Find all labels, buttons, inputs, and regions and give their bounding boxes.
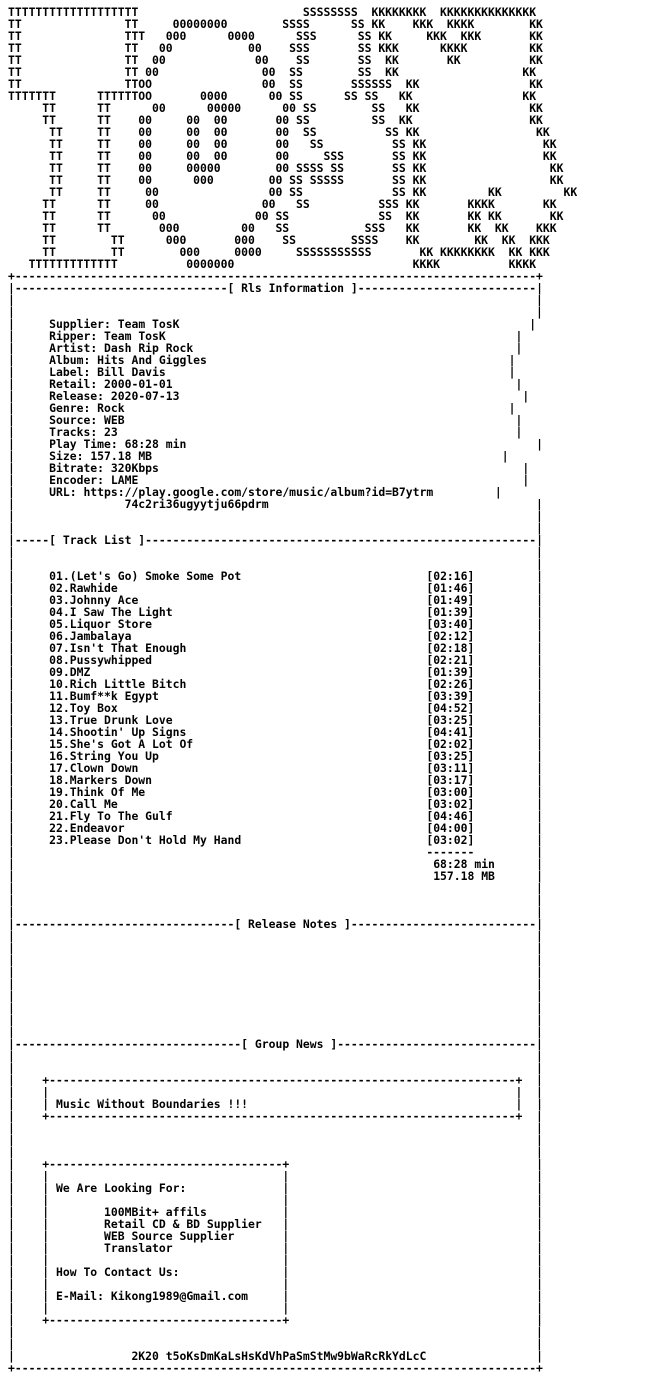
track-duration: [03:02] bbox=[426, 833, 475, 847]
track-title: 18.Markers Down bbox=[49, 773, 153, 787]
info-value: Bill Davis bbox=[97, 365, 166, 379]
info-label: Genre bbox=[49, 401, 84, 415]
looking-for-item: Retail CD & BD Supplier bbox=[104, 1217, 262, 1231]
info-value: 68:28 min bbox=[124, 437, 187, 451]
track-duration: [03:39] bbox=[426, 689, 475, 703]
logo-ascii-line: TT TT 00 00 SSS SS KKK KKKK KK bbox=[8, 41, 543, 55]
total-play-time: 68:28 min bbox=[433, 857, 495, 871]
track-title: 12.Toy Box bbox=[49, 701, 118, 715]
track-title: 11.Bumf**k Egypt bbox=[49, 689, 159, 703]
info-label: Retail bbox=[49, 377, 91, 391]
track-duration: [01:39] bbox=[426, 605, 475, 619]
logo-ascii-line: TTTTTTTTTTTTT 0000000 KKKK KKKK bbox=[8, 257, 537, 271]
info-value: Dash Rip Rock bbox=[104, 341, 194, 355]
logo-ascii-line: TT TT 00 00 SS SSS KK KKKK KK bbox=[8, 197, 557, 211]
section-header-rls-information: [ Rls Information ] bbox=[227, 281, 358, 295]
info-value: 23 bbox=[104, 425, 118, 439]
logo-ascii-line: TT TTOO 00 SS SSSSSS KK KK bbox=[8, 77, 543, 91]
logo-ascii-line: TT TT 000 000 SS SSSS KK KK KK KKK bbox=[8, 233, 550, 247]
total-size: 157.18 MB bbox=[433, 869, 495, 883]
track-duration: [02:02] bbox=[426, 737, 475, 751]
info-value: Rock bbox=[97, 401, 125, 415]
info-label: Bitrate bbox=[49, 461, 98, 475]
track-duration: [03:40] bbox=[426, 617, 475, 631]
track-title: 05.Liquor Store bbox=[49, 617, 153, 631]
track-duration: [03:25] bbox=[426, 713, 475, 727]
track-title: 23.Please Don't Hold My Hand bbox=[49, 833, 242, 847]
track-duration: [03:11] bbox=[426, 761, 475, 775]
track-title: 10.Rich Little Bitch bbox=[49, 677, 187, 691]
info-label: Release bbox=[49, 389, 98, 403]
track-duration: [04:00] bbox=[426, 821, 475, 835]
info-label: Source bbox=[49, 413, 91, 427]
track-title: 01.(Let's Go) Smoke Some Pot bbox=[49, 569, 242, 583]
looking-for-item: 100MBit+ affils bbox=[104, 1205, 207, 1219]
info-value: Hits And Giggles bbox=[97, 353, 207, 367]
track-title: 07.Isn't That Enough bbox=[49, 641, 187, 655]
info-value: 320Kbps bbox=[110, 461, 159, 475]
info-value: WEB bbox=[104, 413, 125, 427]
track-duration: [01:46] bbox=[426, 581, 475, 595]
track-title: 16.String You Up bbox=[49, 749, 159, 763]
track-title: 03.Johnny Ace bbox=[49, 593, 139, 607]
logo-ascii-line: TT TT 00 000 00 SS SSSSS SS KK KK bbox=[8, 173, 564, 187]
logo-ascii-line: TT TT 00 00 SS SS KK KK KK KK bbox=[8, 209, 564, 223]
track-title: 19.Think Of Me bbox=[49, 785, 146, 799]
logo-ascii-line: TT TT 00 00 00 00 SS SS KK KK bbox=[8, 125, 550, 139]
info-label: Encoder bbox=[49, 473, 98, 487]
info-value: LAME bbox=[110, 473, 139, 487]
track-title: 02.Rawhide bbox=[49, 581, 118, 595]
track-duration: [01:49] bbox=[426, 593, 475, 607]
info-label: URL bbox=[49, 485, 70, 499]
track-duration: [01:39] bbox=[426, 665, 475, 679]
track-title: 08.Pussywhipped bbox=[49, 653, 153, 667]
logo-ascii-line: TTTTTTT TTTTTTOO 0000 00 SS SS SS KK KK bbox=[8, 89, 537, 103]
section-header-track-list: [ Track List ] bbox=[49, 533, 146, 547]
info-label: Tracks bbox=[49, 425, 91, 439]
track-duration: [02:16] bbox=[426, 569, 475, 583]
footer-tag: 2K20 t5oKsDmKaLsHsKdVhPaSmStMw9bWaRcRkYdLcC bbox=[131, 1349, 427, 1363]
info-value: Team TosK bbox=[117, 317, 180, 331]
track-duration: [04:52] bbox=[426, 701, 475, 715]
track-title: 06.Jambalaya bbox=[49, 629, 132, 643]
track-duration: [03:00] bbox=[426, 785, 475, 799]
contact-email: E-Mail: Kikong1989@Gmail.com bbox=[56, 1289, 249, 1303]
looking-for-item: Translator bbox=[104, 1241, 173, 1255]
logo-ascii-line: TT TTT 000 0000 SSS SS KK KKK KKK KK bbox=[8, 29, 543, 43]
info-label: Album bbox=[49, 353, 84, 367]
nfo-document: TTTTTTTTTTTTTTTTTTT SSSSSSSS KKKKKKKK KKKKKKKKKKKKKK TT TT 00000000 SSSS SS KK KKK KKKK KK TT TTT 000 0000 SSS SS KK KKK KKK KK TT TT 00 00 SSS SS KKK KKKK KK TT TT 00 00 SS SS KK KK KK TT TT 00 00 SS SS KK KK TT TTOO 00 SS SSSSSS KK KK TTTTTTT TTTTTTOO 0000 00 SS SS SS KK KK TT TT 00 00000 00 SS SS KK KK TT TT 00 00 00 00 SS SS KK KK TT TT 00 00 00 00 SS SS KK KK TT TT 00 00 00 00 SS SS KK KK TT TT 00 00 00 00 SSS SS KK KK TT TT 00 00000 00 SSSS SS SS KK KK TT TT 00 000 00 SS SSSSS SS KK KK TT TT 00 00 SS SS KK KK KK TT TT 00 00 SS SSS KK KKKK KK TT TT 00 00 SS SS KK KK KK KK TT TT 000 00 SS SSS KK KK KK KKK TT TT 000 000 SS SSSS KK KK KK KKK TT TT 000 0000 SSSSSSSSSSS KK KKKKKKKK KK KKK TTTTTTTTTTTTT 0000000 KKKK KKKK +----------------------------------------------------------------------------+ |-------------------------------[ Rls Information ]--------------------------| | | | | | Supplier: Team TosK | | Ripper: Team TosK | | Artist: Dash Rip Rock | | Album: Hits And Giggles | | Label: Bill Davis | | Retail: 2000-01-01 | | Release: 2020-07-13 | | Genre: Rock | | Source: WEB | | Tracks: 23 | | Play Time: 68:28 min | | Size: 157.18 MB | | Bitrate: 320Kbps | | Encoder: LAME | | URL: https://play.google.com/store/music/album?id=B7ytrm | | 74c2ri36ugyytju66pdrm | | | | | |-----[ Track List ]---------------------------------------------------------| | | | | | 01.(Let's Go) Smoke Some Pot [02:16] | | 02.Rawhide [01:46] | | 03.Johnny Ace [01:49] | | 04.I Saw The Light [01:39] | | 05.Liquor Store [03:40] | | 06.Jambalaya [02:12] | | 07.Isn't That Enough [02:18] | | 08.Pussywhipped [02:21] | | 09.DMZ [01:39] | | 10.Rich Little Bitch [02:26] | | 11.Bumf**k Egypt [03:39] | | 12.Toy Box [04:52] | | 13.True Drunk Love [03:25] | | 14.Shootin' Up Signs [04:41] | | 15.She's Got A Lot Of [02:02] | | 16.String You Up [03:25] | | 17.Clown Down [03:11] | | 18.Markers Down [03:17] | | 19.Think Of Me [03:00] | | 20.Call Me [03:02] | | 21.Fly To The Gulf [04:46] | | 22.Endeavor [04:00] | | 23.Please Don't Hold My Hand [03:02] | | ------- | | 68:28 min | | 157.18 MB | | | | | | | |--------------------------------[ Release Notes ]---------------------------| | | | | | | | | | | | | | | | | | | |---------------------------------[ Group News ]-----------------------------| | | | | | +--------------------------------------------------------------------+ | | | | | | | Music Without Boundaries !!! | | | +--------------------------------------------------------------------+ | | | | | | | | +----------------------------------+ | | | | | | | We Are Looking For: | | | | | | | | 100MBit+ affils | | | | Retail CD & BD Supplier | | | | WEB Source Supplier | | | | Translator | | | | | | | | How To Contact Us: | | | | | | | | E-Mail: Kikong1989@Gmail.com | | | | | | | +----------------------------------+ | | | | | | 2K20 t5oKsDmKaLsHsKdVhPaSmStMw9bWaRcRkYdLcC | +----------------------------------------------------------------------------+ bbox=[8, 5, 578, 1375]
logo-ascii-line: TT TT 000 0000 SSSSSSSSSSS KK KKKKKKKK KK KKK bbox=[8, 245, 550, 259]
track-title: 15.She's Got A Lot Of bbox=[49, 737, 194, 751]
logo-ascii-line: TT TT 00000000 SSSS SS KK KKK KKKK KK bbox=[8, 17, 543, 31]
logo-ascii-line: TT TT 00 00 SS SS KK KK bbox=[8, 65, 537, 79]
contact-title: How To Contact Us: bbox=[56, 1265, 180, 1279]
track-title: 17.Clown Down bbox=[49, 761, 139, 775]
info-value: 2000-01-01 bbox=[104, 377, 173, 391]
track-duration: [02:12] bbox=[426, 629, 475, 643]
info-label: Size bbox=[49, 449, 77, 463]
track-duration: [02:26] bbox=[426, 677, 475, 691]
track-duration: [03:02] bbox=[426, 797, 475, 811]
track-title: 13.True Drunk Love bbox=[49, 713, 173, 727]
info-url-continuation: 74c2ri36ugyytju66pdrm bbox=[124, 497, 269, 511]
info-value: 2020-07-13 bbox=[110, 389, 180, 403]
info-value: Team TosK bbox=[104, 329, 166, 343]
logo-ascii-line: TT TT 00 00 00 00 SS SS KK KK bbox=[8, 113, 543, 127]
info-value: https://play.google.com/store/music/album?id=B7ytrm bbox=[83, 485, 434, 499]
logo-ascii-line: TT TT 00 00000 00 SS SS KK KK bbox=[8, 101, 543, 115]
looking-for-item: WEB Source Supplier bbox=[104, 1229, 235, 1243]
logo-ascii-line: TTTTTTTTTTTTTTTTTTT SSSSSSSS KKKKKKKK KKKKKKKKKKKKKK bbox=[8, 5, 537, 19]
info-label: Ripper bbox=[49, 329, 91, 343]
track-title: 20.Call Me bbox=[49, 797, 118, 811]
logo-ascii-line: TT TT 000 00 SS SSS KK KK KK KKK bbox=[8, 221, 557, 235]
news-slogan: Music Without Boundaries !!! bbox=[56, 1097, 249, 1111]
logo-ascii-line: TT TT 00 00 SS SS KK KK KK bbox=[8, 53, 543, 67]
logo-ascii-line: TT TT 00 00 00 00 SS SS KK KK bbox=[8, 137, 557, 151]
track-duration: [04:46] bbox=[426, 809, 475, 823]
logo-ascii-line: TT TT 00 00000 00 SSSS SS SS KK KK bbox=[8, 161, 564, 175]
track-title: 09.DMZ bbox=[49, 665, 91, 679]
info-label: Label bbox=[49, 365, 84, 379]
track-duration: [02:18] bbox=[426, 641, 475, 655]
track-duration: [03:25] bbox=[426, 749, 475, 763]
info-label: Play Time bbox=[49, 437, 111, 451]
track-title: 21.Fly To The Gulf bbox=[49, 809, 173, 823]
track-title: 22.Endeavor bbox=[49, 821, 125, 835]
track-title: 14.Shootin' Up Signs bbox=[49, 725, 187, 739]
section-header-release-notes: [ Release Notes ] bbox=[234, 917, 351, 931]
logo-ascii-line: TT TT 00 00 SS SS KK KK KK bbox=[8, 185, 578, 199]
info-value: 157.18 MB bbox=[90, 449, 153, 463]
track-title: 04.I Saw The Light bbox=[49, 605, 173, 619]
info-label: Artist bbox=[49, 341, 91, 355]
logo-ascii-line: TT TT 00 00 00 00 SSS SS KK KK bbox=[8, 149, 557, 163]
info-label: Supplier bbox=[49, 317, 105, 331]
track-duration: [02:21] bbox=[426, 653, 475, 667]
section-header-group-news: [ Group News ] bbox=[241, 1037, 338, 1051]
track-duration: [03:17] bbox=[426, 773, 475, 787]
looking-for-title: We Are Looking For: bbox=[56, 1181, 187, 1195]
track-duration: [04:41] bbox=[426, 725, 475, 739]
